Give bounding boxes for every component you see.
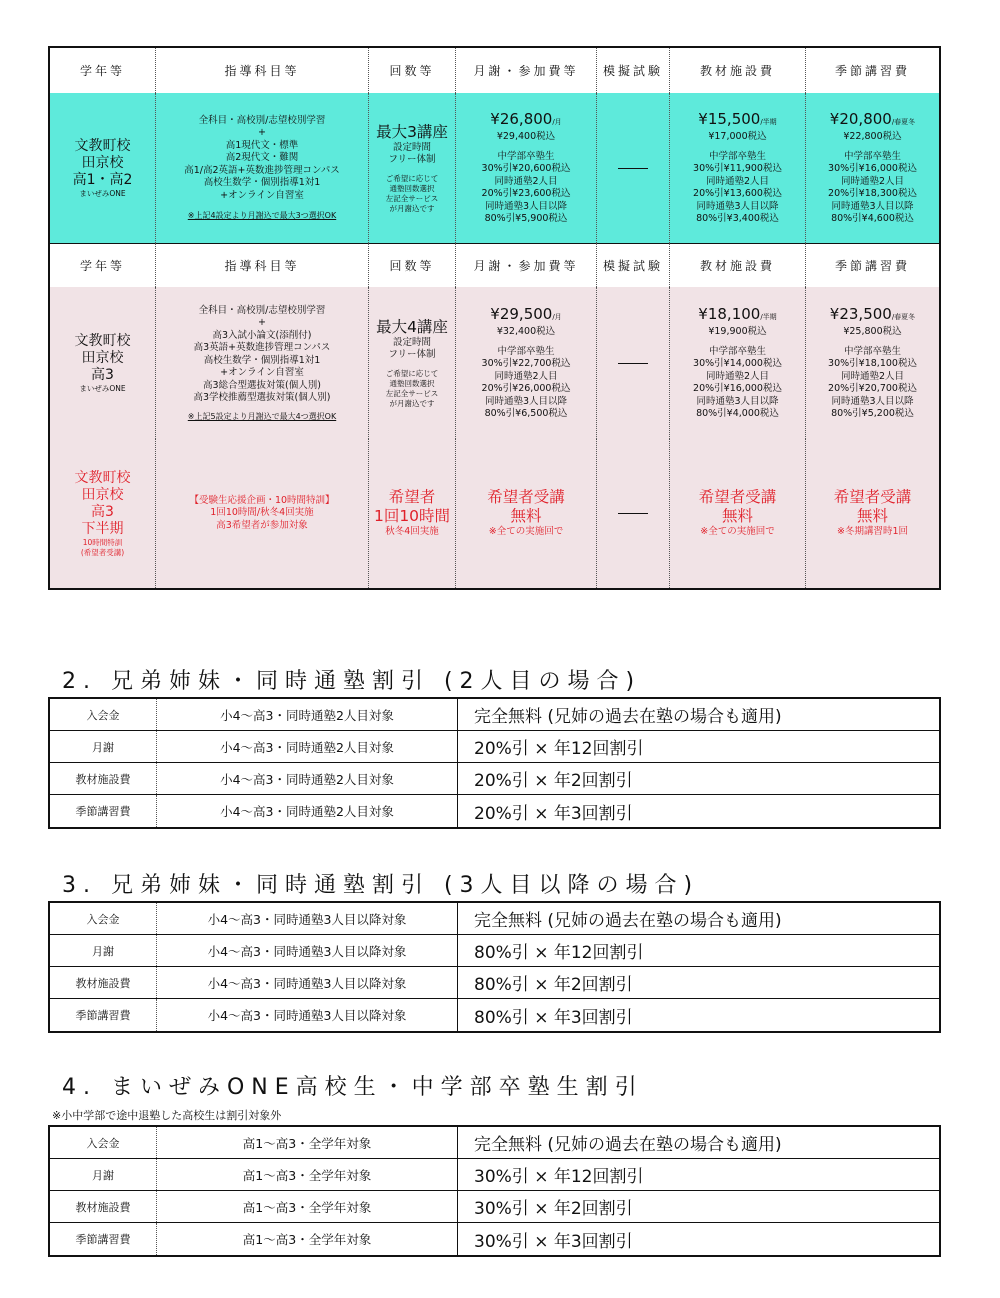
seasonal-tax: ¥25,800税込	[843, 326, 902, 338]
header-grade: 学年等	[50, 243, 156, 287]
subject-line: 高3希望者が参加対象	[216, 519, 308, 531]
count-main: 希望者	[388, 488, 436, 507]
mock-dash	[618, 513, 648, 514]
monthly-price: ¥29,500/月	[490, 305, 562, 324]
discount-target: 小4〜高3・同時通塾3人目以降対象	[157, 967, 458, 998]
discount-value: 30%引 × 年2回割引	[474, 1199, 633, 1219]
grade-line: 高3	[91, 366, 114, 383]
section-note: ※小中学部で途中退塾した高校生は割引対象外	[52, 1109, 282, 1122]
header-seasonal: 季節講習費	[834, 258, 910, 273]
discount-target: 高1〜高3・全学年対象	[157, 1223, 458, 1255]
subjects-cell	[156, 93, 369, 243]
discount-line: 20%引¥20,700税込	[828, 383, 917, 395]
subject-line: +	[258, 317, 266, 328]
subject-line: 高校生数学・個別指導1対1	[203, 354, 321, 366]
table-row	[50, 287, 939, 440]
table-header-row	[50, 243, 939, 288]
count-sub: 設定時間	[392, 336, 431, 348]
discount-line: 同時通塾2人目	[705, 175, 770, 187]
discount-target: 高1〜高3・全学年対象	[157, 1127, 458, 1158]
discount-line: 同時通塾2人目	[840, 175, 905, 187]
subject-note: ※上記4設定より月謝込で最大3つ選択OK	[187, 211, 337, 221]
header-monthly: 月謝・参加費等	[456, 48, 597, 93]
table-row	[50, 93, 939, 244]
discount-line: 20%引¥16,000税込	[693, 383, 782, 395]
header-monthly: 月謝・参加費等	[456, 243, 597, 287]
header-material: 教材施設費	[670, 243, 806, 287]
grade-cell	[50, 439, 156, 588]
grade-sub: まいぜみONE	[79, 383, 126, 393]
discount-value: 30%引 × 年12回割引	[474, 1167, 644, 1187]
discount-line: 同時通塾2人目	[494, 175, 558, 187]
free-label: 希望者受講	[487, 488, 565, 507]
discount-target: 小4〜高3・同時通塾3人目以降対象	[157, 935, 458, 966]
discount-line: 80%引¥4,000税込	[696, 408, 779, 420]
discount-line: 20%引¥23,600税込	[481, 188, 571, 200]
count-note: 通塾回数選択	[389, 183, 435, 193]
discount-value: 完全無料 (兄姉の過去在塾の場合も適用)	[474, 1135, 782, 1155]
subject-line: +オンライン自習室	[220, 189, 304, 201]
discount-label: 季節講習費	[50, 795, 157, 827]
subject-line: 【受験生応援企画・10時間特訓】	[189, 494, 335, 506]
discount-target: 小4〜高3・同時通塾3人目以降対象	[157, 999, 458, 1031]
discount-label: 教材施設費	[50, 967, 157, 998]
discount-label: 季節講習費	[50, 1223, 157, 1255]
discount-line: 同時通塾3人目以降	[696, 200, 779, 212]
discount-row	[50, 935, 939, 967]
grade-line: 文教町校	[74, 469, 131, 486]
discount-value: 20%引 × 年2回割引	[474, 771, 633, 791]
discount-row	[50, 795, 939, 827]
seasonal-price: ¥20,800/春夏冬	[829, 110, 916, 129]
subject-line: 高3英語+英数進捗管理コンパス	[193, 342, 331, 353]
subject-line: 高校生数学・個別指導1対1	[203, 177, 321, 189]
grade-cell	[50, 287, 156, 439]
count-sub: フリー体制	[388, 154, 436, 165]
discount-line: 20%引¥26,000税込	[481, 383, 571, 395]
count-cell	[369, 439, 456, 588]
discount-line: 中学部卒塾生	[708, 345, 766, 357]
discount-table	[48, 1125, 941, 1257]
grade-line: 田京校	[81, 154, 124, 171]
discount-line: 30%引¥11,900税込	[693, 163, 782, 175]
discount-label: 月謝	[50, 1159, 157, 1190]
discount-line: 同時通塾3人目以降	[484, 200, 568, 212]
material-price: ¥18,100/半期	[698, 305, 777, 324]
fee-table	[48, 46, 941, 590]
discount-value: 30%引 × 年3回割引	[474, 1231, 633, 1252]
header-seasonal: 季節講習費	[834, 64, 910, 78]
material-tax: ¥17,000税込	[708, 131, 767, 143]
discount-value: 20%引 × 年12回割引	[474, 739, 644, 759]
monthly-tax: ¥29,400税込	[496, 131, 556, 143]
discount-line: 80%引¥6,500税込	[484, 408, 568, 420]
discount-line: 30%引¥22,700税込	[481, 358, 571, 370]
discount-table	[48, 697, 941, 829]
discount-line: 20%引¥13,600税込	[693, 188, 782, 200]
grade-sub: 10時間特訓	[82, 537, 123, 547]
subject-note: ※上記5設定より月謝込で最大4つ選択OK	[187, 411, 337, 421]
subject-line: +	[258, 127, 266, 139]
material-cell	[670, 287, 806, 439]
header-material: 教材施設費	[670, 48, 806, 93]
discount-line: 20%引¥18,300税込	[828, 188, 917, 200]
discount-line: 同時通塾3人目以降	[696, 395, 779, 407]
discount-line: 同時通塾3人目以降	[831, 395, 914, 407]
mock-cell	[597, 439, 670, 588]
discount-label: 教材施設費	[50, 1191, 157, 1222]
discount-label: 月謝	[50, 731, 157, 762]
discount-line: 30%引¥18,100税込	[828, 358, 917, 370]
discount-row	[50, 763, 939, 795]
mock-cell	[597, 93, 670, 243]
monthly-cell	[456, 287, 597, 439]
table-row	[50, 439, 939, 588]
discount-line: 80%引¥5,200税込	[831, 408, 914, 420]
discount-line: 中学部卒塾生	[843, 150, 901, 162]
seasonal-price: ¥23,500/春夏冬	[829, 305, 916, 324]
count-note: ご希望に応じて	[385, 368, 439, 378]
monthly-cell	[456, 439, 597, 588]
discount-row	[50, 1191, 939, 1223]
discount-row	[50, 1223, 939, 1255]
discount-label: 入会金	[50, 1127, 157, 1158]
discount-line: 中学部卒塾生	[497, 345, 555, 357]
discount-line: 同時通塾2人目	[840, 370, 905, 382]
mock-cell	[597, 287, 670, 439]
section-title: 4. まいぜみONE高校生・中学部卒塾生割引	[62, 1075, 644, 1100]
discount-value: 80%引 × 年2回割引	[474, 975, 633, 995]
discount-line: 80%引¥5,900税込	[484, 213, 568, 225]
discount-target: 小4〜高3・同時通塾2人目対象	[157, 731, 458, 762]
discount-row	[50, 999, 939, 1031]
material-tax: ¥19,900税込	[708, 326, 767, 338]
header-grade: 学年等	[50, 48, 156, 93]
count-main: 最大3講座	[376, 122, 448, 141]
count-note: が月謝込です	[389, 398, 435, 408]
free-label: 無料	[510, 507, 542, 526]
discount-line: 80%引¥4,600税込	[831, 213, 914, 225]
count-sub: フリー体制	[388, 349, 436, 360]
count-sub: 設定時間	[392, 141, 431, 153]
discount-row	[50, 903, 939, 935]
discount-line: 同時通塾2人目	[494, 370, 558, 382]
count-note: が月謝込です	[389, 203, 435, 213]
count-cell	[369, 287, 456, 439]
discount-label: 入会金	[50, 699, 157, 730]
discount-line: 同時通塾2人目	[705, 370, 770, 382]
grade-sub: まいぜみONE	[79, 188, 126, 198]
discount-line: 中学部卒塾生	[843, 345, 901, 357]
monthly-price: ¥26,800/月	[490, 110, 562, 129]
discount-line: 中学部卒塾生	[708, 150, 766, 162]
header-count: 回数等	[369, 243, 456, 287]
subject-line: 全科目・高校別/志望校別学習	[198, 114, 326, 126]
subject-line: +オンライン自習室	[220, 367, 304, 378]
seasonal-cell	[806, 439, 939, 588]
discount-target: 高1〜高3・全学年対象	[157, 1159, 458, 1190]
discount-value: 完全無料 (兄姉の過去在塾の場合も適用)	[474, 707, 782, 727]
discount-row	[50, 1159, 939, 1191]
discount-line: 30%引¥20,600税込	[481, 163, 571, 175]
subject-line: 高1現代文・標準	[225, 139, 299, 151]
count-note: 左記全サービス	[385, 388, 439, 398]
count-sub: 秋冬4回実施	[385, 526, 439, 538]
header-count: 回数等	[369, 48, 456, 93]
grade-line: 田京校	[81, 486, 124, 503]
discount-label: 入会金	[50, 903, 157, 934]
seasonal-tax: ¥22,800税込	[843, 131, 902, 143]
material-cell	[670, 439, 806, 588]
grade-cell	[50, 93, 156, 243]
free-note: ※冬期講習時1回	[836, 526, 908, 538]
discount-target: 小4〜高3・同時通塾2人目対象	[157, 699, 458, 730]
free-note: ※全ての実施回で	[700, 526, 775, 538]
discount-row	[50, 1127, 939, 1159]
discount-line: 同時通塾3人目以降	[484, 395, 568, 407]
header-subjects: 指導科目等	[156, 243, 369, 287]
count-cell	[369, 93, 456, 243]
discount-line: 30%引¥14,000税込	[693, 358, 782, 370]
header-subjects: 指導科目等	[156, 48, 369, 93]
discount-label: 教材施設費	[50, 763, 157, 794]
discount-target: 小4〜高3・同時通塾2人目対象	[157, 795, 458, 827]
subject-line: 高2現代文・難関	[225, 152, 299, 164]
discount-target: 高1〜高3・全学年対象	[157, 1191, 458, 1222]
count-note: ご希望に応じて	[385, 173, 439, 183]
monthly-tax: ¥32,400税込	[496, 326, 556, 338]
discount-value: 80%引 × 年12回割引	[474, 943, 644, 963]
discount-value: 80%引 × 年3回割引	[474, 1007, 633, 1028]
grade-sub: (希望者受講)	[80, 547, 125, 557]
discount-row	[50, 967, 939, 999]
discount-target: 小4〜高3・同時通塾3人目以降対象	[157, 903, 458, 934]
discount-row	[50, 699, 939, 731]
discount-line: 30%引¥16,000税込	[828, 163, 917, 175]
grade-line: 高3	[91, 503, 114, 520]
discount-line: 80%引¥3,400税込	[696, 213, 779, 225]
discount-line: 中学部卒塾生	[497, 150, 555, 162]
section-title: 2. 兄弟姉妹・同時通塾割引 (2人目の場合)	[62, 669, 642, 694]
mock-dash	[618, 168, 648, 169]
header-mock: 模擬試験	[597, 48, 670, 93]
count-note: 通塾回数選択	[389, 378, 435, 388]
mock-dash	[618, 363, 648, 364]
subject-line: 高3入試小論文(添削付)	[212, 329, 312, 341]
seasonal-cell	[806, 287, 939, 439]
subject-line: 高3総合型選抜対策(個人別)	[203, 379, 321, 391]
material-cell	[670, 93, 806, 243]
subject-line: 全科目・高校別/志望校別学習	[198, 304, 326, 316]
discount-value: 完全無料 (兄姉の過去在塾の場合も適用)	[474, 911, 782, 931]
count-main: 最大4講座	[376, 317, 448, 336]
grade-line: 高1・高2	[72, 171, 133, 188]
count-note: 左記全サービス	[385, 193, 439, 203]
table-header-row	[50, 48, 939, 94]
free-label: 無料	[856, 507, 888, 526]
discount-value: 20%引 × 年3回割引	[474, 803, 633, 824]
subjects-cell	[156, 439, 369, 588]
monthly-cell	[456, 93, 597, 243]
seasonal-cell	[806, 93, 939, 243]
section-title: 3. 兄弟姉妹・同時通塾割引 (3人目以降の場合)	[62, 873, 700, 898]
grade-line: 田京校	[81, 349, 124, 366]
free-label: 無料	[721, 507, 753, 526]
free-note: ※全ての実施回で	[488, 526, 564, 538]
discount-target: 小4〜高3・同時通塾2人目対象	[157, 763, 458, 794]
free-label: 希望者受講	[833, 488, 912, 507]
count-main: 1回10時間	[373, 507, 451, 526]
subject-line: 高1/高2英語+英数進捗管理コンパス	[184, 164, 340, 176]
subject-line: 高3学校推薦型選抜対策(個人別)	[193, 392, 331, 403]
discount-row	[50, 731, 939, 763]
grade-line: 文教町校	[74, 137, 131, 154]
discount-line: 同時通塾3人目以降	[831, 200, 914, 212]
material-price: ¥15,500/半期	[698, 110, 777, 129]
header-mock: 模擬試験	[597, 243, 670, 287]
discount-label: 季節講習費	[50, 999, 157, 1031]
discount-label: 月謝	[50, 935, 157, 966]
grade-line: 文教町校	[74, 332, 131, 349]
subjects-cell	[156, 287, 369, 439]
subject-line: 1回10時間/秋冬4回実施	[210, 507, 314, 519]
grade-line: 下半期	[81, 520, 124, 537]
discount-table	[48, 901, 941, 1033]
free-label: 希望者受講	[698, 488, 777, 507]
